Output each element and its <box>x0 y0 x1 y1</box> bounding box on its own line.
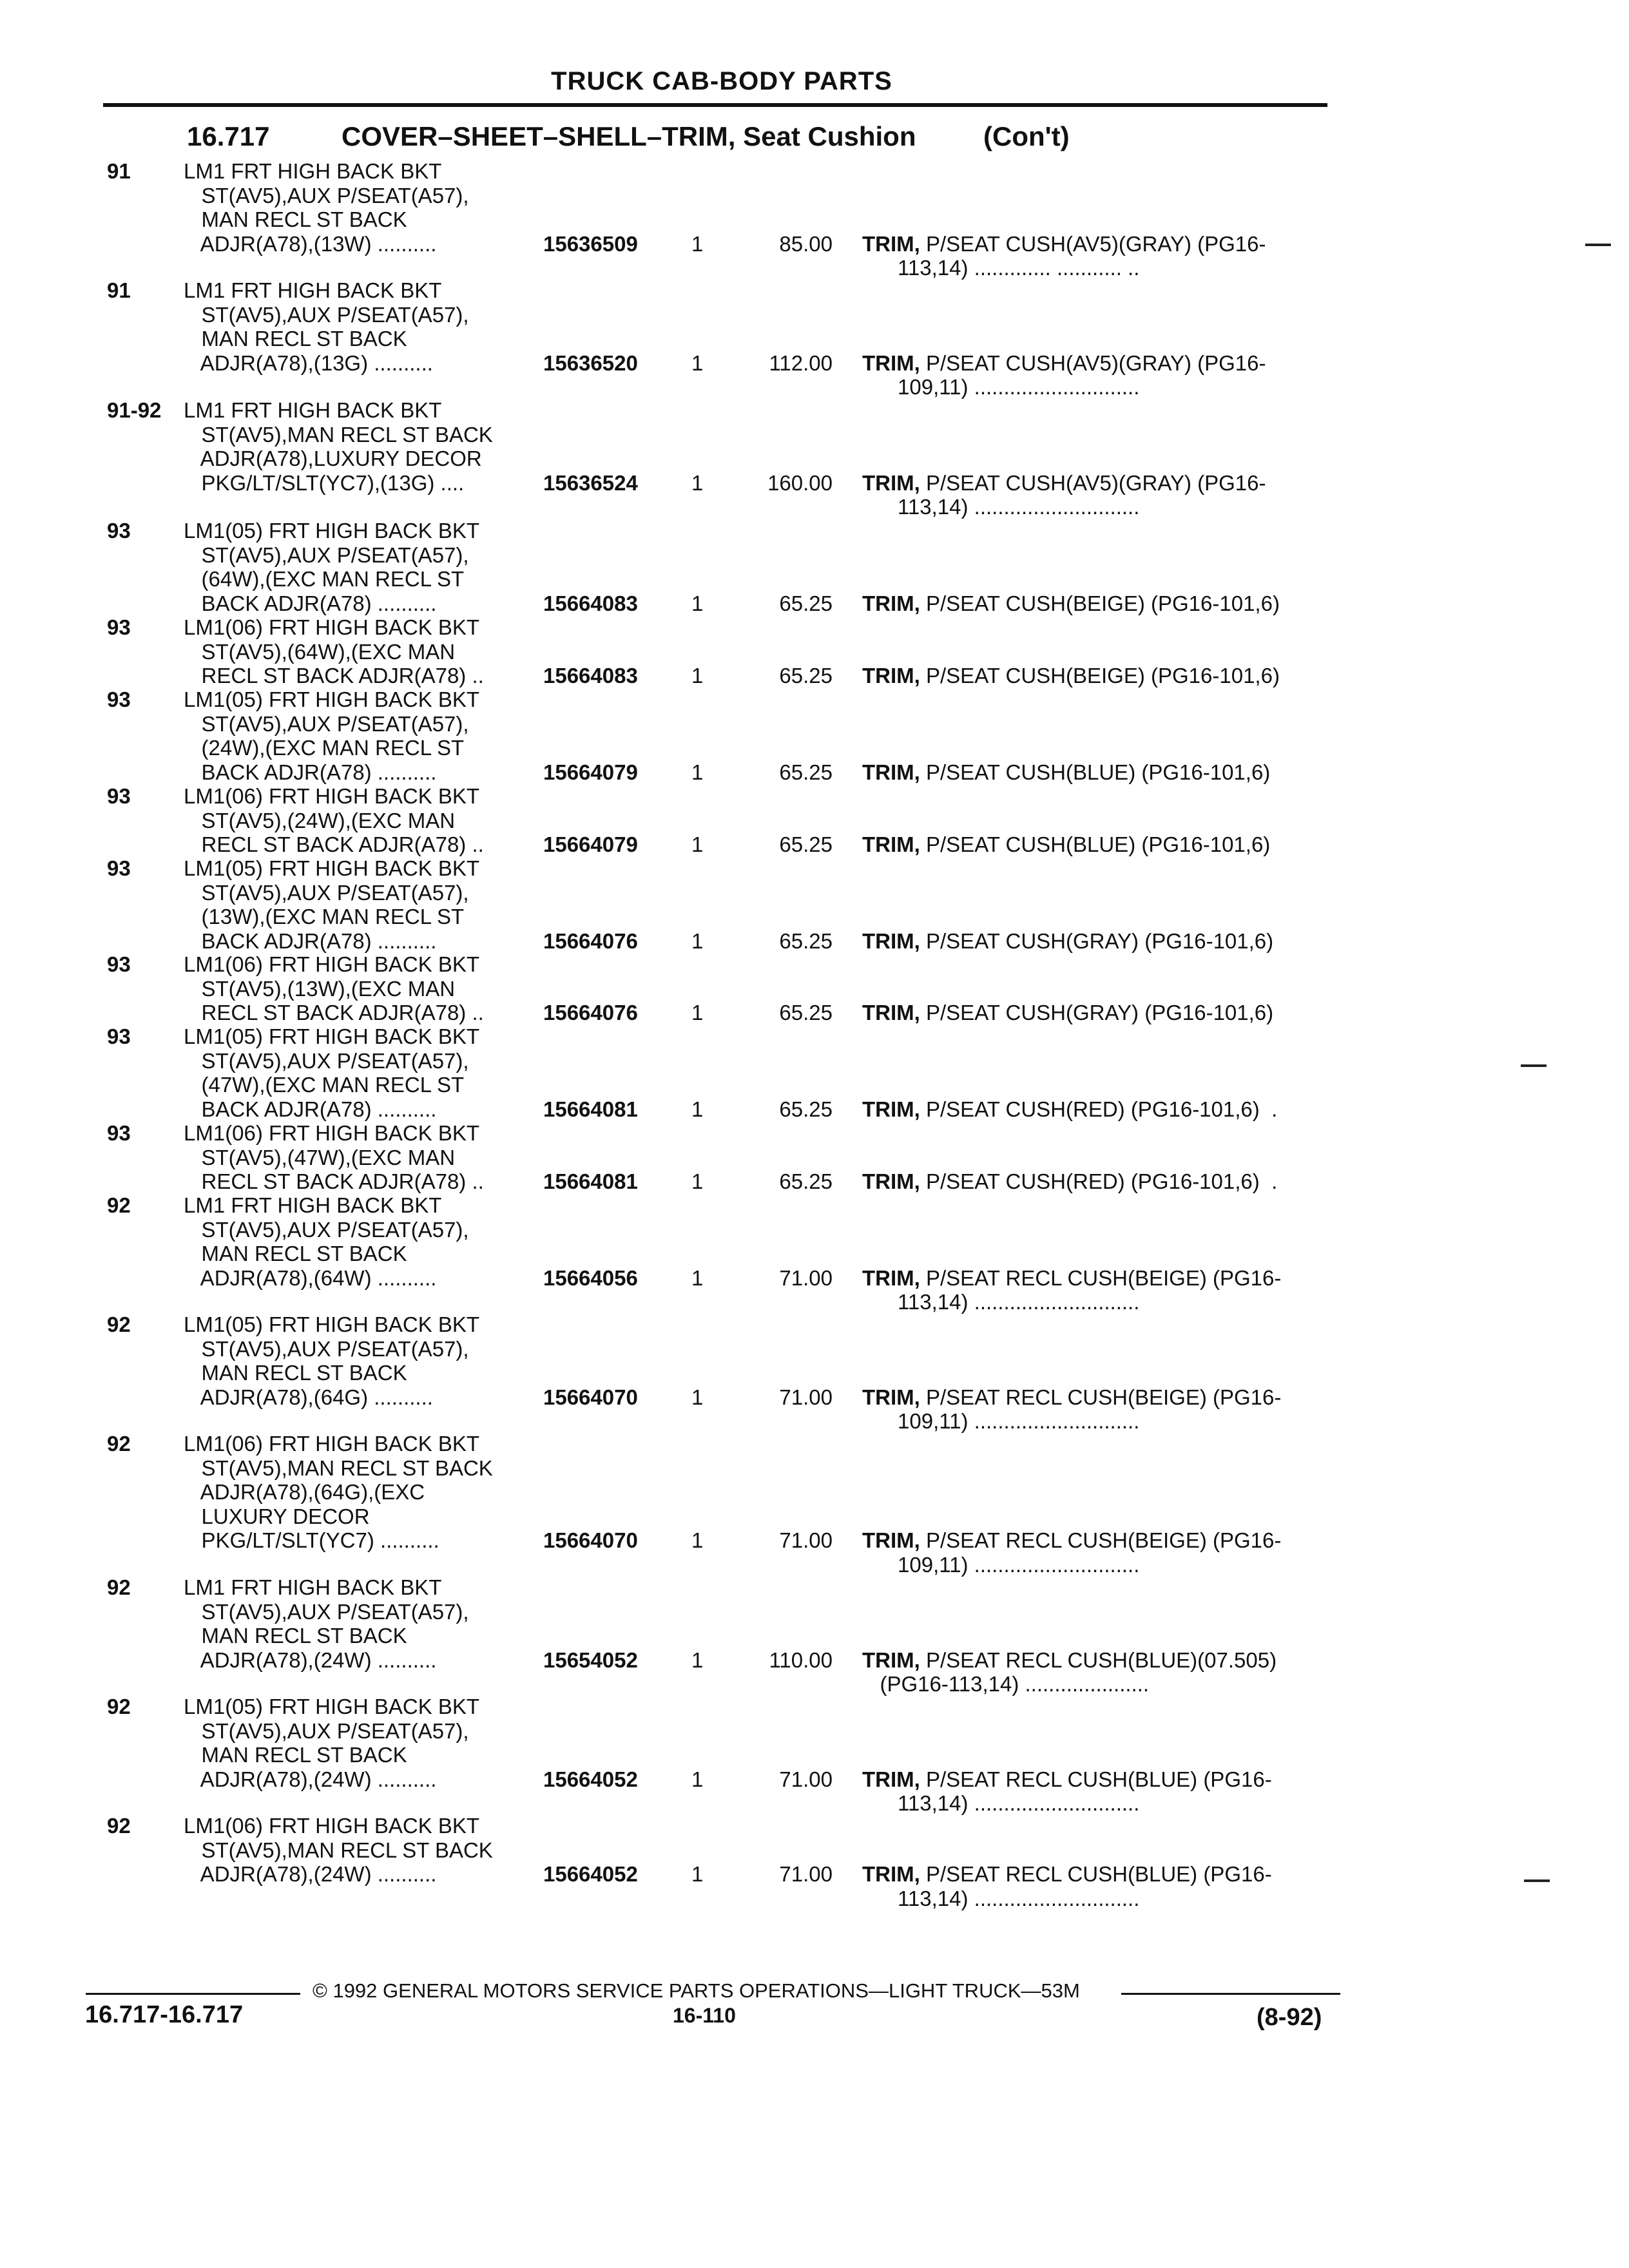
entry-part-type: TRIM, <box>862 351 920 375</box>
entry-part-description <box>862 1767 1272 1816</box>
entry-part-detail: P/SEAT RECL CUSH(BEIGE) (PG16- 109,11) ............................ <box>898 1385 1282 1433</box>
entry-part-detail: P/SEAT CUSH(BLUE) (PG16-101,6) <box>920 760 1271 784</box>
entry-quantity: 1 <box>691 351 704 375</box>
entry-part-type: TRIM, <box>862 1528 920 1552</box>
entry-part-number: 15664083 <box>543 664 638 687</box>
entry-quantity: 1 <box>691 1169 704 1193</box>
entry-part-detail: P/SEAT CUSH(AV5)(GRAY) (PG16- 113,14) ............................ <box>898 470 1266 519</box>
entry-part-description <box>862 1528 1281 1577</box>
entry-quantity: 1 <box>691 664 704 687</box>
edge-mark <box>1524 1879 1550 1882</box>
entry-part-type: TRIM, <box>862 591 920 615</box>
entry-part-detail: P/SEAT CUSH(BLUE) (PG16-101,6) <box>920 832 1271 856</box>
entry-part-number: 15664076 <box>543 1001 638 1024</box>
entry-part-number: 15636524 <box>543 470 638 495</box>
entry-part-detail: P/SEAT CUSH(BEIGE) (PG16-101,6) <box>920 664 1280 687</box>
entry-code: 92 <box>107 1575 131 1599</box>
entry-part-type: TRIM, <box>862 470 920 495</box>
entry-description: LM1(06) FRT HIGH BACK BKT ST(AV5),(13W),(EXC MAN RECL ST BACK ADJR(A78) .. <box>184 952 484 1024</box>
entry-price: 160.00 <box>767 470 833 495</box>
footer-rule-left <box>86 1993 300 1995</box>
entry-description: LM1 FRT HIGH BACK BKT ST(AV5),AUX P/SEAT(A57), MAN RECL ST BACK ADJR(A78),(13W) .......... <box>184 159 469 256</box>
entry-description: LM1(05) FRT HIGH BACK BKT ST(AV5),AUX P/SEAT(A57), (13W),(EXC MAN RECL ST BACK ADJR(A78) .......... <box>184 856 480 953</box>
entry-part-detail: P/SEAT CUSH(AV5)(GRAY) (PG16- 113,14) ............. ........... .. <box>898 231 1266 280</box>
entry-price: 71.00 <box>779 1528 833 1552</box>
entry-part-detail: P/SEAT RECL CUSH(BEIGE) (PG16- 109,11) ............................ <box>898 1528 1282 1577</box>
entry-part-detail: P/SEAT CUSH(BEIGE) (PG16-101,6) <box>920 591 1280 615</box>
edge-mark <box>1521 1064 1547 1067</box>
entry-quantity: 1 <box>691 1001 704 1024</box>
entry-description: LM1(06) FRT HIGH BACK BKT ST(AV5),(64W),(EXC MAN RECL ST BACK ADJR(A78) .. <box>184 615 484 687</box>
section-number: 16.717 <box>187 121 270 151</box>
entry-part-type: TRIM, <box>862 1265 920 1290</box>
edge-mark <box>1585 244 1611 246</box>
entry-part-type: TRIM, <box>862 1097 920 1121</box>
entry-description: LM1(06) FRT HIGH BACK BKT ST(AV5),(47W),(EXC MAN RECL ST BACK ADJR(A78) .. <box>184 1121 484 1193</box>
entry-part-number: 15664070 <box>543 1385 638 1409</box>
entry-code: 93 <box>107 1121 131 1145</box>
entry-part-type: TRIM, <box>862 760 920 784</box>
entry-part-type: TRIM, <box>862 1862 920 1886</box>
entry-part-description <box>862 351 1266 399</box>
entry-part-number: 15636520 <box>543 351 638 375</box>
entry-quantity: 1 <box>691 928 704 953</box>
entry-price: 110.00 <box>769 1648 833 1672</box>
entry-part-number: 15664052 <box>543 1767 638 1791</box>
entry-part-type: TRIM, <box>862 928 920 953</box>
entry-price: 112.00 <box>769 351 833 375</box>
entry-code: 93 <box>107 856 131 880</box>
entry-price: 65.25 <box>779 591 833 615</box>
entry-quantity: 1 <box>691 1862 704 1886</box>
section-title <box>342 121 916 152</box>
entry-code: 92 <box>107 1814 131 1838</box>
entry-quantity: 1 <box>691 470 704 495</box>
entry-part-number: 15664079 <box>543 760 638 784</box>
entry-part-description <box>862 929 1273 954</box>
entry-part-description <box>862 232 1266 280</box>
entry-part-detail: P/SEAT CUSH(RED) (PG16-101,6) . <box>920 1097 1278 1121</box>
entry-price: 71.00 <box>779 1862 833 1886</box>
entry-part-number: 15664081 <box>543 1097 638 1121</box>
entry-part-type: TRIM, <box>862 1001 920 1024</box>
entry-part-description <box>862 1648 1277 1696</box>
entry-quantity: 1 <box>691 760 704 784</box>
entry-description: LM1(06) FRT HIGH BACK BKT ST(AV5),MAN RECL ST BACK ADJR(A78),(64G),(EXC LUXURY DECOR PKG/LT/SLT(YC7) .......... <box>184 1432 493 1552</box>
section-continued: (Con't) <box>983 121 1070 151</box>
page-title: TRUCK CAB-BODY PARTS <box>551 67 892 95</box>
entry-part-number: 15664081 <box>543 1169 638 1193</box>
entry-part-type: TRIM, <box>862 832 920 856</box>
entry-part-number: 15636509 <box>543 231 638 256</box>
entry-quantity: 1 <box>691 832 704 856</box>
entry-part-description <box>862 760 1270 785</box>
footer-section-range: 16.717-16.717 <box>85 2001 244 2028</box>
footer-date: (8-92) <box>1257 2004 1322 2031</box>
entry-part-detail: P/SEAT CUSH(GRAY) (PG16-101,6) <box>920 1001 1274 1024</box>
entry-part-number: 15664070 <box>543 1528 638 1552</box>
entry-quantity: 1 <box>691 1528 704 1552</box>
entry-part-description <box>862 1266 1281 1314</box>
entry-part-number: 15664079 <box>543 832 638 856</box>
entry-price: 71.00 <box>779 1767 833 1791</box>
entry-part-number: 15664052 <box>543 1862 638 1886</box>
entry-part-number: 15654052 <box>543 1648 638 1672</box>
entry-part-number: 15664083 <box>543 591 638 615</box>
entry-price: 65.25 <box>779 1169 833 1193</box>
entry-part-description <box>862 1097 1277 1122</box>
entry-part-detail: P/SEAT CUSH(GRAY) (PG16-101,6) <box>920 928 1274 953</box>
entry-price: 71.00 <box>779 1385 833 1409</box>
entry-price: 65.25 <box>779 664 833 687</box>
entry-price: 65.25 <box>779 928 833 953</box>
entry-code: 93 <box>107 519 131 543</box>
entry-quantity: 1 <box>691 1385 704 1409</box>
entry-part-description <box>862 664 1280 688</box>
footer-rule-right <box>1121 1993 1340 1995</box>
entry-part-type: TRIM, <box>862 1648 920 1672</box>
entry-description: LM1(05) FRT HIGH BACK BKT ST(AV5),AUX P/SEAT(A57), (64W),(EXC MAN RECL ST BACK ADJR(A78) .......... <box>184 519 480 615</box>
entry-price: 65.25 <box>779 1001 833 1024</box>
entry-description: LM1 FRT HIGH BACK BKT ST(AV5),AUX P/SEAT(A57), MAN RECL ST BACK ADJR(A78),(13G) .......... <box>184 278 469 375</box>
entry-part-detail: P/SEAT RECL CUSH(BLUE) (PG16- 113,14) ............................ <box>898 1862 1272 1910</box>
entry-quantity: 1 <box>691 231 704 256</box>
entry-description: LM1 FRT HIGH BACK BKT ST(AV5),AUX P/SEAT(A57), MAN RECL ST BACK ADJR(A78),(24W) .......... <box>184 1575 469 1672</box>
entry-part-description <box>862 832 1270 857</box>
entry-code: 91 <box>107 278 131 302</box>
entry-price: 65.25 <box>779 760 833 784</box>
entry-quantity: 1 <box>691 1265 704 1290</box>
entry-description: LM1(05) FRT HIGH BACK BKT ST(AV5),AUX P/SEAT(A57), (24W),(EXC MAN RECL ST BACK ADJR(A78) .......... <box>184 687 480 784</box>
header-rule <box>103 103 1327 107</box>
entry-code: 92 <box>107 1695 131 1718</box>
entry-part-description <box>862 1169 1277 1194</box>
footer-page-number: 16-110 <box>673 2004 736 2027</box>
entry-price: 85.00 <box>779 231 833 256</box>
entry-part-type: TRIM, <box>862 664 920 687</box>
entry-code: 91 <box>107 159 131 183</box>
entry-code: 92 <box>107 1193 131 1217</box>
entry-price: 71.00 <box>779 1265 833 1290</box>
entry-part-description <box>862 591 1280 616</box>
entry-part-number: 15664056 <box>543 1265 638 1290</box>
entry-part-detail: P/SEAT RECL CUSH(BLUE) (PG16- 113,14) ............................ <box>898 1767 1272 1815</box>
entry-description: LM1 FRT HIGH BACK BKT ST(AV5),AUX P/SEAT(A57), MAN RECL ST BACK ADJR(A78),(64W) .......... <box>184 1193 469 1290</box>
entry-code: 93 <box>107 1024 131 1048</box>
entry-code: 93 <box>107 615 131 639</box>
footer-copyright: © 1992 GENERAL MOTORS SERVICE PARTS OPERATIONS—LIGHT TRUCK—53M <box>313 1979 1080 2002</box>
entry-code: 92 <box>107 1432 131 1456</box>
entry-quantity: 1 <box>691 1767 704 1791</box>
entry-description: LM1(05) FRT HIGH BACK BKT ST(AV5),AUX P/SEAT(A57), MAN RECL ST BACK ADJR(A78),(24W) .......... <box>184 1695 480 1791</box>
entry-part-detail: P/SEAT RECL CUSH(BEIGE) (PG16- 113,14) ............................ <box>898 1265 1282 1314</box>
entry-part-detail: P/SEAT CUSH(AV5)(GRAY) (PG16- 109,11) ............................ <box>898 351 1266 399</box>
section-subtitle: Seat Cushion <box>743 121 916 151</box>
entry-quantity: 1 <box>691 591 704 615</box>
entry-description: LM1 FRT HIGH BACK BKT ST(AV5),MAN RECL ST BACK ADJR(A78),LUXURY DECOR PKG/LT/SLT(YC7),(13G) .... <box>184 398 493 495</box>
section-title-main: COVER–SHEET–SHELL–TRIM, <box>342 121 736 151</box>
entry-part-type: TRIM, <box>862 1767 920 1791</box>
entry-part-type: TRIM, <box>862 1169 920 1193</box>
entry-part-number: 15664076 <box>543 928 638 953</box>
entry-description: LM1(06) FRT HIGH BACK BKT ST(AV5),(24W),(EXC MAN RECL ST BACK ADJR(A78) .. <box>184 784 484 856</box>
entry-code: 93 <box>107 687 131 711</box>
entry-part-detail: P/SEAT RECL CUSH(BLUE)(07.505) (PG16-113,14) ..................... <box>880 1648 1277 1696</box>
entry-part-description <box>862 1385 1281 1434</box>
entry-part-detail: P/SEAT CUSH(RED) (PG16-101,6) . <box>920 1169 1278 1193</box>
entry-price: 65.25 <box>779 832 833 856</box>
entry-part-description <box>862 471 1266 519</box>
entry-quantity: 1 <box>691 1097 704 1121</box>
entry-description: LM1(05) FRT HIGH BACK BKT ST(AV5),AUX P/SEAT(A57), (47W),(EXC MAN RECL ST BACK ADJR(A78) .......... <box>184 1024 480 1121</box>
entry-code: 91-92 <box>107 398 162 422</box>
entry-part-description <box>862 1862 1272 1910</box>
entry-code: 93 <box>107 952 131 976</box>
entry-code: 93 <box>107 784 131 808</box>
entry-part-type: TRIM, <box>862 231 920 256</box>
entry-description: LM1(06) FRT HIGH BACK BKT ST(AV5),MAN RECL ST BACK ADJR(A78),(24W) .......... <box>184 1814 493 1886</box>
entry-quantity: 1 <box>691 1648 704 1672</box>
entry-part-type: TRIM, <box>862 1385 920 1409</box>
entry-price: 65.25 <box>779 1097 833 1121</box>
entry-code: 92 <box>107 1312 131 1336</box>
entry-description: LM1(05) FRT HIGH BACK BKT ST(AV5),AUX P/SEAT(A57), MAN RECL ST BACK ADJR(A78),(64G) .......... <box>184 1312 480 1409</box>
entry-part-description <box>862 1001 1273 1025</box>
